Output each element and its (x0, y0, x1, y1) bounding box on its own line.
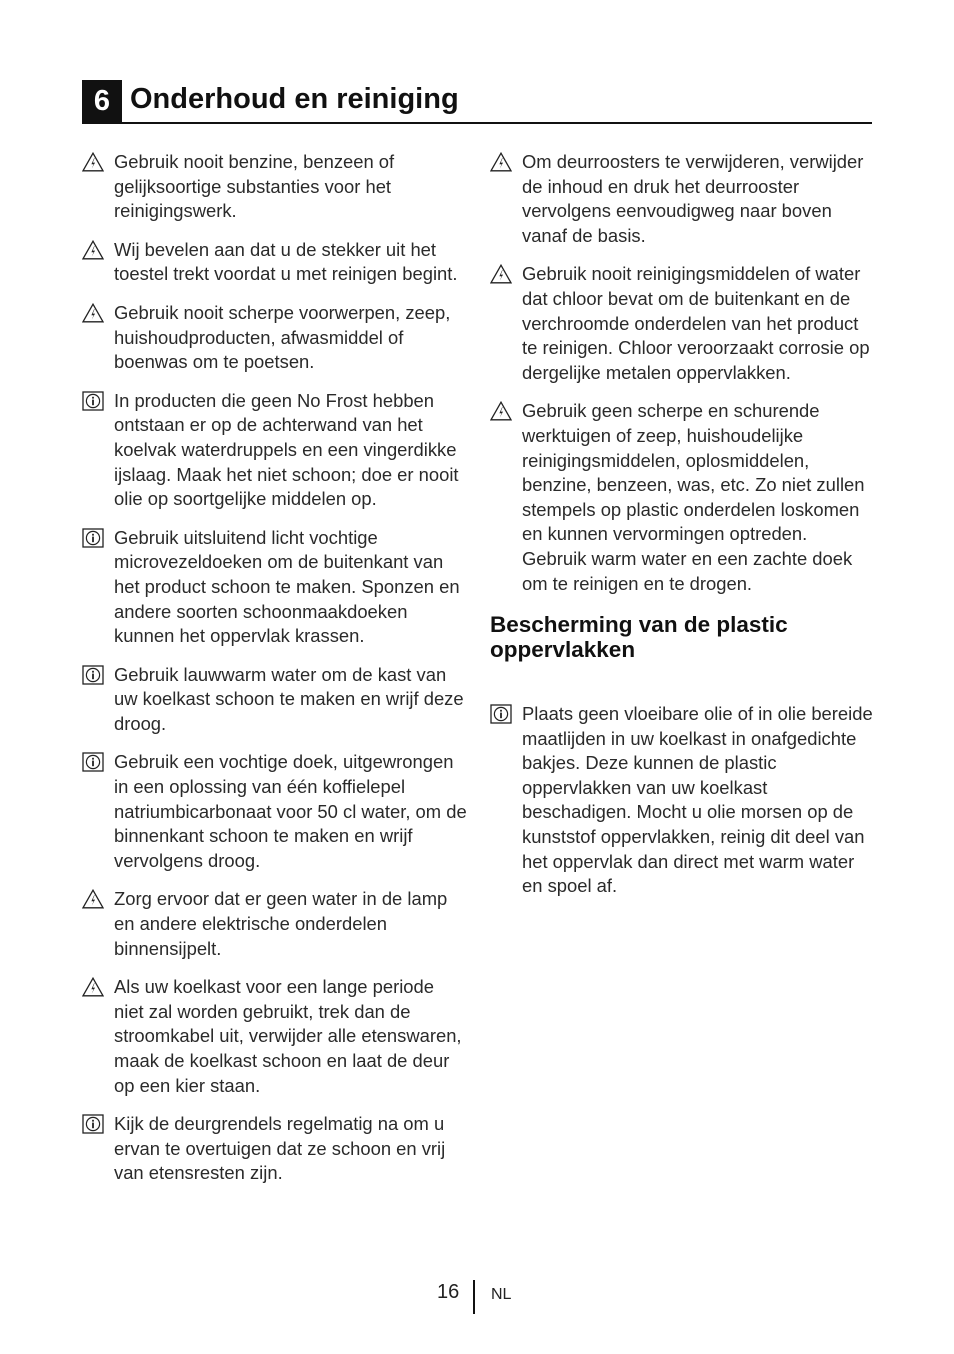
right-column (490, 150, 875, 913)
warning-icon (82, 303, 104, 323)
item-text: Om deurroosters te verwijderen, verwijder de inhoud en druk het deurrooster vervolgens eenvoudigweg naar boven vanaf de basis. (522, 151, 864, 246)
item-text: In producten die geen No Frost hebben ontstaan er op de achterwand van het koelvak waterdruppels en een vingerdikke ijslaag. Maak het niet schoon; doe er nooit olie op soortgelijke middelen op. (114, 389, 459, 510)
language-code: NL (491, 1286, 512, 1303)
section-number: 6 (82, 80, 122, 122)
list-item (82, 301, 467, 375)
warning-icon (82, 977, 104, 997)
section-title: Onderhoud en reiniging (130, 83, 459, 115)
info-icon (82, 665, 104, 685)
info-icon (82, 752, 104, 772)
warning-icon (82, 240, 104, 260)
list-item (82, 750, 467, 873)
warning-icon (82, 889, 104, 909)
left-column (82, 150, 467, 1200)
list-item (82, 389, 467, 512)
item-text: Gebruik een vochtige doek, uitgewrongen in een oplossing van één koffielepel natriumbicarbonaat voor 50 cl water, om de binnenkant schoon te maken en wrijf vervolgens droog. (114, 751, 467, 871)
item-text: Gebruik geen scherpe en schurende werktuigen of zeep, huishoudelijke reinigingsmiddelen, oplosmiddelen, benzine, benzeen, was, etc. Zo niet zullen stempels op plastic onderdelen loskomen en kunnen vervormingen optreden. Gebruik warm water en een zachte doek om te reinigen en te drogen. (522, 400, 865, 594)
list-item (490, 150, 875, 248)
list-item (82, 887, 467, 961)
warning-icon (490, 152, 512, 172)
item-text: Gebruik nooit scherpe voorwerpen, zeep, huishoudproducten, afwasmiddel of boenwas om te poetsen. (114, 301, 451, 373)
footer-divider (473, 1280, 475, 1314)
list-item (82, 975, 467, 1098)
list-item (82, 238, 467, 287)
item-text: Gebruik uitsluitend licht vochtige microvezeldoeken om de buitenkant van het product schoon te maken. Sponzen en andere soorten schoonmaakdoeken kunnen het oppervlak krassen. (114, 526, 460, 647)
warning-icon (490, 401, 512, 421)
warning-icon (82, 152, 104, 172)
item-text: Gebruik lauwwarm water om de kast van uw koelkast schoon te maken en wrijf deze droog. (114, 663, 464, 734)
info-icon (82, 528, 104, 548)
warning-icon (490, 264, 512, 284)
right-item-list (490, 150, 875, 596)
list-item (82, 663, 467, 737)
section-header (82, 80, 872, 124)
page-number: 16 (437, 1281, 460, 1303)
subsection-item-list (490, 702, 875, 899)
item-text: Plaats geen vloeibare olie of in olie bereide maatlijden in uw koelkast in onafgedichte bakjes. Deze kunnen de plastic oppervlakken van uw koelkast beschadigen. Mocht u olie morsen op de kunststof oppervlakken, reinig dit deel van het oppervlak dan direct met warm water en spoel af. (522, 703, 873, 897)
list-item (490, 702, 875, 899)
list-item (490, 399, 875, 596)
list-item (82, 150, 467, 224)
info-icon (82, 1114, 104, 1134)
list-item (82, 1112, 467, 1186)
item-text: Kijk de deurgrendels regelmatig na om u ervan te overtuigen dat ze schoon en vrij van etensresten zijn. (114, 1113, 446, 1184)
item-text: Gebruik nooit benzine, benzeen of gelijksoortige substanties voor het reinigingswerk. (114, 151, 395, 222)
item-text: Wij bevelen aan dat u de stekker uit het toestel trekt voordat u met reinigen begint. (114, 238, 458, 285)
item-text: Gebruik nooit reinigingsmiddelen of water dat chloor bevat om de buitenkant en de verchroomde onderdelen van het product te reinigen. Chloor veroorzaakt corrosie op dergelijke metalen oppervlakken. (522, 263, 870, 383)
list-item (82, 526, 467, 649)
info-icon (82, 391, 104, 411)
subsection-title: Bescherming van de plastic oppervlakken (490, 612, 788, 663)
list-item (490, 262, 875, 385)
item-text: Zorg ervoor dat er geen water in de lamp en andere elektrische onderdelen binnensijpelt. (114, 888, 448, 959)
item-text: Als uw koelkast voor een lange periode niet zal worden gebruikt, trek dan de stroomkabel uit, verwijder alle etenswaren, maak de koelkast schoon en laat de deur op een kier staan. (114, 976, 462, 1096)
info-icon (490, 704, 512, 724)
